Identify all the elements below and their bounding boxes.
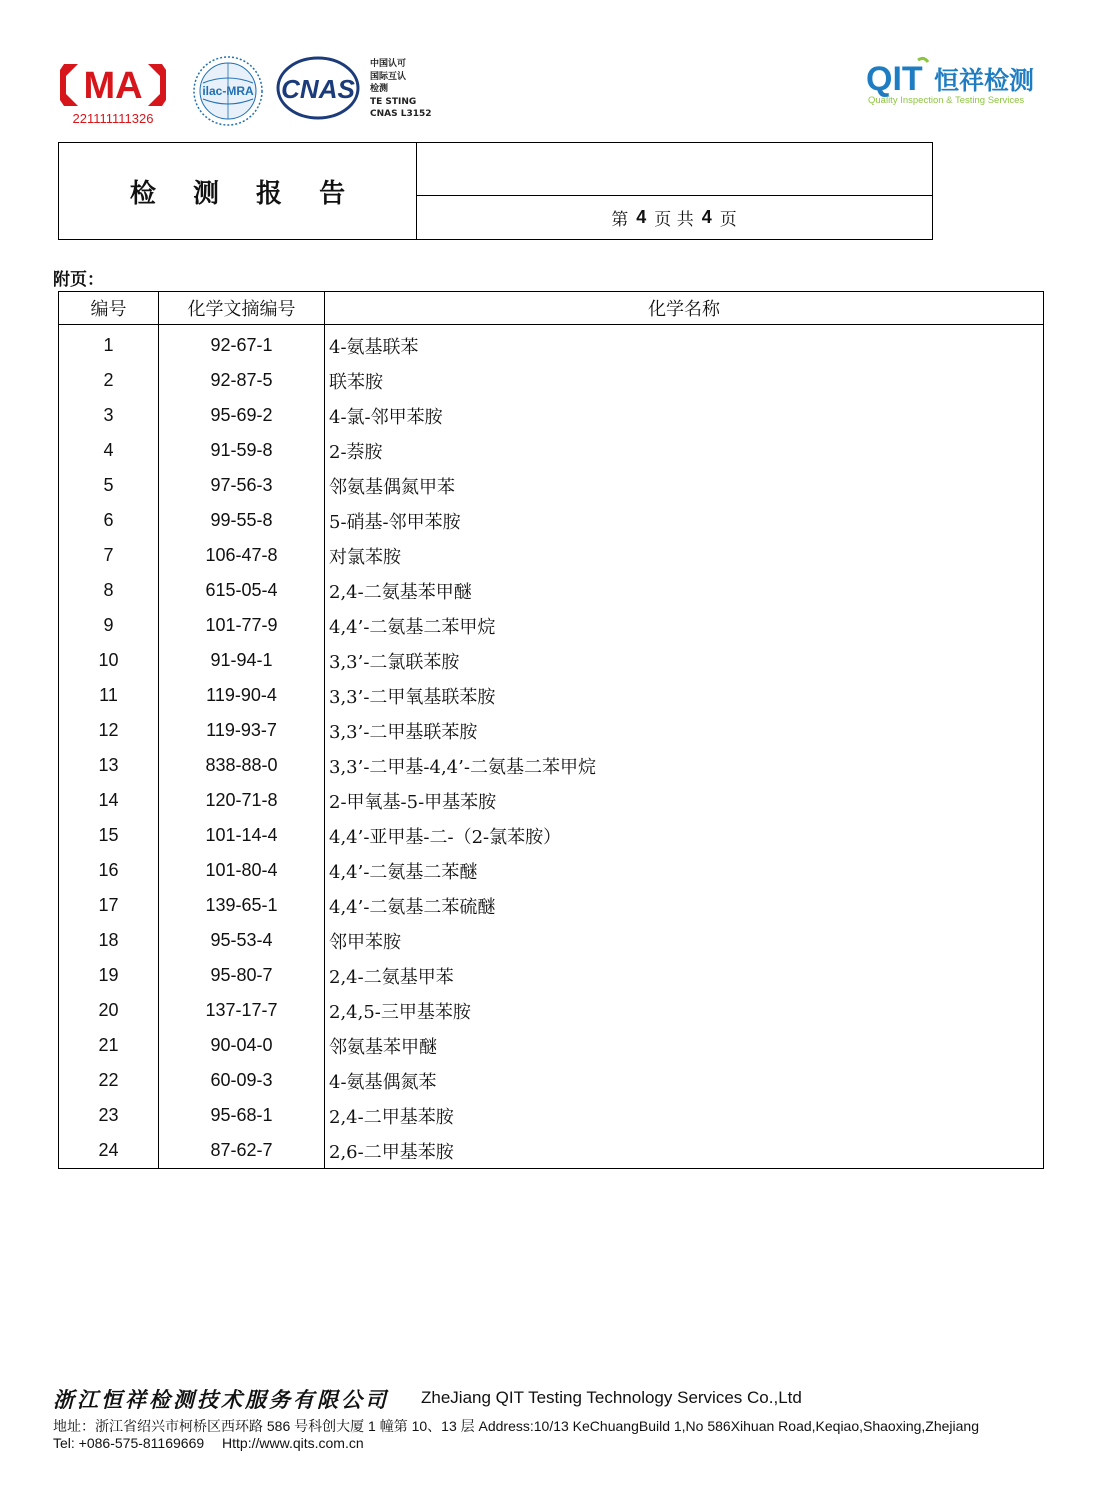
row-cas: 92-67-1 bbox=[159, 325, 325, 364]
cnas-text-line: 国际互认 bbox=[370, 71, 407, 82]
table-row bbox=[59, 923, 1044, 958]
row-chemical-name: 2,6-二甲基苯胺 bbox=[325, 1133, 1044, 1169]
row-number: 3 bbox=[59, 398, 159, 433]
row-number: 20 bbox=[59, 993, 159, 1028]
table-row bbox=[59, 363, 1044, 398]
report-blank-cell bbox=[416, 143, 932, 196]
row-chemical-name: 5-硝基-邻甲苯胺 bbox=[325, 503, 1044, 538]
table-row bbox=[59, 1063, 1044, 1098]
row-number: 6 bbox=[59, 503, 159, 538]
row-chemical-name: 2,4,5-三甲基苯胺 bbox=[325, 993, 1044, 1028]
table-row bbox=[59, 538, 1044, 573]
row-cas: 95-53-4 bbox=[159, 923, 325, 958]
row-number: 2 bbox=[59, 363, 159, 398]
row-number: 15 bbox=[59, 818, 159, 853]
row-cas: 95-69-2 bbox=[159, 398, 325, 433]
table-row bbox=[59, 713, 1044, 748]
row-cas: 91-94-1 bbox=[159, 643, 325, 678]
row-chemical-name: 邻氨基苯甲醚 bbox=[325, 1028, 1044, 1063]
row-cas: 99-55-8 bbox=[159, 503, 325, 538]
cnas-accreditation-text bbox=[370, 58, 432, 121]
row-chemical-name: 2-甲氧基-5-甲基苯胺 bbox=[325, 783, 1044, 818]
table-header-row bbox=[59, 292, 1044, 325]
row-chemical-name: 3,3’-二甲基联苯胺 bbox=[325, 713, 1044, 748]
table-row bbox=[59, 573, 1044, 608]
table-row bbox=[59, 433, 1044, 468]
row-number: 24 bbox=[59, 1133, 159, 1169]
row-number: 8 bbox=[59, 573, 159, 608]
ilac-label: ilac-MRA bbox=[202, 84, 254, 98]
footer-company-cn: 浙江恒祥检测技术服务有限公司 bbox=[53, 1387, 389, 1412]
table-row bbox=[59, 325, 1044, 364]
row-chemical-name: 对氯苯胺 bbox=[325, 538, 1044, 573]
row-number: 23 bbox=[59, 1098, 159, 1133]
row-chemical-name: 4,4’-二氨基二苯醚 bbox=[325, 853, 1044, 888]
table-row bbox=[59, 468, 1044, 503]
row-number: 14 bbox=[59, 783, 159, 818]
table-row bbox=[59, 1098, 1044, 1133]
row-cas: 60-09-3 bbox=[159, 1063, 325, 1098]
table-row bbox=[59, 678, 1044, 713]
row-number: 19 bbox=[59, 958, 159, 993]
page-suffix: 页 bbox=[719, 210, 737, 230]
row-number: 5 bbox=[59, 468, 159, 503]
row-chemical-name: 2,4-二氨基甲苯 bbox=[325, 958, 1044, 993]
page-middle: 页 共 bbox=[654, 210, 694, 230]
table-row bbox=[59, 398, 1044, 433]
row-chemical-name: 2,4-二氨基苯甲醚 bbox=[325, 573, 1044, 608]
row-number: 21 bbox=[59, 1028, 159, 1063]
row-cas: 90-04-0 bbox=[159, 1028, 325, 1063]
row-number: 1 bbox=[59, 325, 159, 364]
row-cas: 87-62-7 bbox=[159, 1133, 325, 1169]
footer-tel: Tel: +086-575-81169669 bbox=[53, 1435, 205, 1451]
row-cas: 92-87-5 bbox=[159, 363, 325, 398]
row-cas: 137-17-7 bbox=[159, 993, 325, 1028]
row-chemical-name: 4,4’-二氨基二苯硫醚 bbox=[325, 888, 1044, 923]
report-title-cell bbox=[59, 143, 417, 239]
row-chemical-name: 3,3’-二甲基-4,4’-二氨基二苯甲烷 bbox=[325, 748, 1044, 783]
row-number: 4 bbox=[59, 433, 159, 468]
row-chemical-name: 4,4’-亚甲基-二-（2-氯苯胺） bbox=[325, 818, 1044, 853]
row-chemical-name: 联苯胺 bbox=[325, 363, 1044, 398]
row-cas: 101-14-4 bbox=[159, 818, 325, 853]
header-number: 编号 bbox=[59, 292, 159, 325]
cma-number: 221111111326 bbox=[72, 111, 154, 126]
cnas-text-line: 检测 bbox=[370, 84, 389, 94]
header-cas: 化学文摘编号 bbox=[159, 292, 325, 325]
row-cas: 838-88-0 bbox=[159, 748, 325, 783]
row-number: 13 bbox=[59, 748, 159, 783]
table-row bbox=[59, 818, 1044, 853]
row-cas: 95-80-7 bbox=[159, 958, 325, 993]
cnas-label: CNAS bbox=[281, 74, 355, 104]
page-total: 4 bbox=[701, 207, 712, 227]
row-cas: 119-93-7 bbox=[159, 713, 325, 748]
qit-logo bbox=[866, 56, 1036, 106]
row-number: 18 bbox=[59, 923, 159, 958]
table-row bbox=[59, 993, 1044, 1028]
row-number: 22 bbox=[59, 1063, 159, 1098]
appendix-label: 附页： bbox=[53, 270, 104, 290]
row-number: 10 bbox=[59, 643, 159, 678]
row-cas: 101-80-4 bbox=[159, 853, 325, 888]
row-number: 7 bbox=[59, 538, 159, 573]
row-cas: 101-77-9 bbox=[159, 608, 325, 643]
qit-tagline: Quality Inspection & Testing Services bbox=[868, 95, 1025, 106]
ilac-mra-logo bbox=[191, 55, 265, 127]
table-row bbox=[59, 853, 1044, 888]
row-number: 11 bbox=[59, 678, 159, 713]
page-current: 4 bbox=[636, 207, 647, 227]
row-cas: 120-71-8 bbox=[159, 783, 325, 818]
row-number: 17 bbox=[59, 888, 159, 923]
row-number: 9 bbox=[59, 608, 159, 643]
row-cas: 95-68-1 bbox=[159, 1098, 325, 1133]
table-row bbox=[59, 643, 1044, 678]
row-number: 12 bbox=[59, 713, 159, 748]
table-row bbox=[59, 783, 1044, 818]
cnas-logo bbox=[276, 56, 360, 120]
report-title-box bbox=[58, 142, 933, 240]
cma-logo bbox=[58, 54, 168, 128]
row-cas: 97-56-3 bbox=[159, 468, 325, 503]
table-row bbox=[59, 888, 1044, 923]
row-chemical-name: 3,3’-二氯联苯胺 bbox=[325, 643, 1044, 678]
footer-company-en: ZheJiang QIT Testing Technology Services Co.,Ltd bbox=[421, 1388, 802, 1407]
page-prefix: 第 bbox=[611, 210, 629, 230]
table-row bbox=[59, 958, 1044, 993]
report-title: 检 测 报 告 bbox=[129, 178, 360, 209]
row-cas: 119-90-4 bbox=[159, 678, 325, 713]
footer-address: 地址：浙江省绍兴市柯桥区西环路 586 号科创大厦 1 幢第 10、13 层 Address:10/13 KeChuangBuild 1,No 586Xihuan Road,Keqiao,Shaoxing,Zhejiang bbox=[53, 1418, 979, 1434]
row-chemical-name: 4-氯-邻甲苯胺 bbox=[325, 398, 1044, 433]
row-chemical-name: 4-氨基偶氮苯 bbox=[325, 1063, 1044, 1098]
row-cas: 139-65-1 bbox=[159, 888, 325, 923]
table-row bbox=[59, 1028, 1044, 1063]
table-row bbox=[59, 608, 1044, 643]
cnas-text-line: 中国认可 bbox=[370, 59, 407, 69]
row-chemical-name: 2,4-二甲基苯胺 bbox=[325, 1098, 1044, 1133]
table-row bbox=[59, 748, 1044, 783]
row-number: 16 bbox=[59, 853, 159, 888]
page-indicator bbox=[416, 196, 932, 239]
row-cas: 615-05-4 bbox=[159, 573, 325, 608]
footer-website: Http://www.qits.com.cn bbox=[222, 1435, 364, 1451]
row-chemical-name: 2-萘胺 bbox=[325, 433, 1044, 468]
svg-text:MA: MA bbox=[83, 65, 143, 107]
table-row bbox=[59, 503, 1044, 538]
row-chemical-name: 3,3’-二甲氧基联苯胺 bbox=[325, 678, 1044, 713]
footer-contact bbox=[53, 1435, 378, 1451]
chemical-table bbox=[58, 291, 1044, 1169]
table-body bbox=[59, 325, 1044, 1169]
row-cas: 91-59-8 bbox=[159, 433, 325, 468]
row-chemical-name: 邻氨基偶氮甲苯 bbox=[325, 468, 1044, 503]
cnas-text-line: CNAS L3152 bbox=[370, 109, 432, 119]
qit-cn-name: 恒祥检测 bbox=[934, 66, 1035, 95]
qit-brand: QIT bbox=[866, 60, 923, 98]
header-chemical-name: 化学名称 bbox=[325, 292, 1044, 325]
row-chemical-name: 4-氨基联苯 bbox=[325, 325, 1044, 364]
row-chemical-name: 邻甲苯胺 bbox=[325, 923, 1044, 958]
row-cas: 106-47-8 bbox=[159, 538, 325, 573]
cnas-text-line: TE STING bbox=[370, 96, 417, 107]
row-chemical-name: 4,4’-二氨基二苯甲烷 bbox=[325, 608, 1044, 643]
table-row bbox=[59, 1133, 1044, 1169]
